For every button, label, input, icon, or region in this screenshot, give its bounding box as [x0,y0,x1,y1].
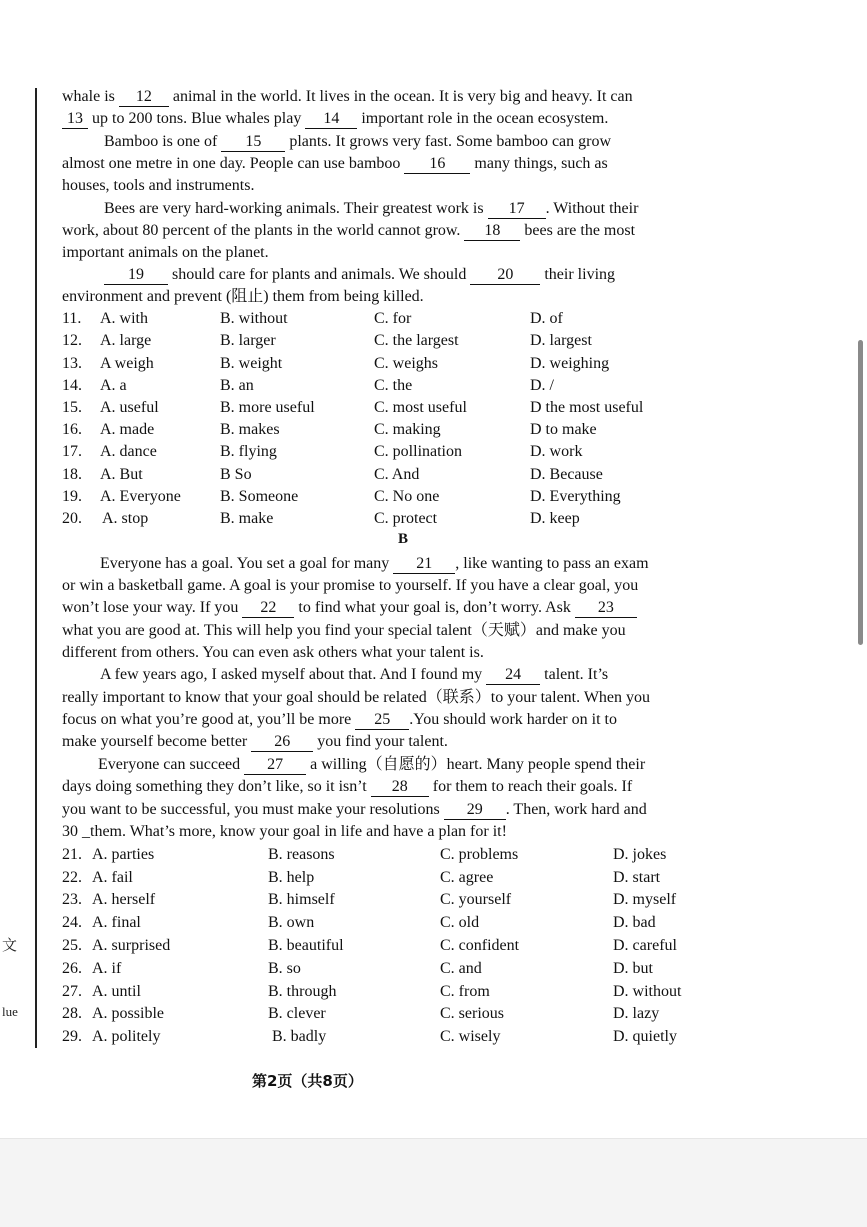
option-c[interactable]: C. No one [374,488,440,505]
option-a[interactable]: A. parties [92,846,155,863]
option-a[interactable]: A. if [92,960,122,977]
option-d[interactable]: D. Everything [530,488,621,505]
option-d[interactable]: D. of [530,310,563,327]
option-b[interactable]: B. reasons [268,846,335,863]
blank-18: 18 [464,222,520,241]
option-a[interactable]: A. useful [100,399,159,416]
option-a[interactable]: A. dance [100,443,157,460]
option-b[interactable]: B. an [220,377,254,394]
option-a[interactable]: A. stop [102,510,149,527]
option-d[interactable]: D. quietly [613,1028,677,1045]
option-b[interactable]: B. through [268,983,337,1000]
option-row-29: 29. A. politely B. badly C. wisely D. quietly [62,1026,742,1048]
option-c[interactable]: C. confident [440,937,520,954]
blank-13: 13 [62,110,88,129]
option-a[interactable]: A. Everyone [100,488,181,505]
passage-b-line-1: Everyone has a goal. You set a goal for many 21 , like wanting to pass an exam [100,555,649,572]
option-b[interactable]: B. clever [268,1005,326,1022]
blank-30: 30 [62,823,78,840]
option-a[interactable]: A. surprised [92,937,171,954]
option-c[interactable]: C. pollination [374,443,462,460]
passage-a-line-2: 13 up to 200 tons. Blue whales play 14 important role in the ocean ecosystem. [62,108,722,130]
option-b[interactable]: B. help [268,869,315,886]
option-c[interactable]: C. for [374,310,412,327]
passage-b-line-8: focus on what you’re good at, you’ll be more 25 .You should work harder on it to [62,711,617,728]
passage-a-line-4: almost one metre in one day. People can use bamboo 16 many things, such as [62,155,608,172]
option-a[interactable]: A. herself [92,891,156,908]
option-c[interactable]: C. protect [374,510,438,527]
option-c[interactable]: C. yourself [440,891,512,908]
blank-17: 17 [488,200,546,219]
blank-24: 24 [486,666,540,685]
option-d[interactable]: D. Because [530,466,603,483]
option-row-13: 13. A weigh B. weight C. weighs D. weighing [62,353,742,375]
option-c[interactable]: C. And [374,466,420,483]
option-a[interactable]: A. with [100,310,148,327]
option-b[interactable]: B. weight [220,355,283,372]
option-row-26: 26. A. if B. so C. and D. but [62,958,742,980]
side-mark-wen: 文 [2,938,18,954]
option-b[interactable]: B. himself [268,891,335,908]
option-b[interactable]: B So [220,466,252,483]
option-a[interactable]: A. But [100,466,143,483]
option-row-18: 18. A. But B So C. And D. Because [62,464,742,486]
blank-16: 16 [404,155,470,174]
option-c[interactable]: C. weighs [374,355,438,372]
option-d[interactable]: D. work [530,443,583,460]
passage-b-line-3: won’t lose your way. If you 22 to find what your goal is, don’t worry. Ask 23 [62,597,722,619]
passage-a-line-10: environment and prevent (阻止) them from being killed. [62,288,424,305]
option-d[interactable]: D. bad [613,914,656,931]
option-c[interactable]: C. wisely [440,1028,501,1045]
option-b[interactable]: B. Someone [220,488,299,505]
passage-a-line-6: Bees are very hard-working animals. Their greatest work is 17 . Without their [104,200,639,217]
option-row-23: 23. A. herself B. himself C. yourself D. myself [62,889,742,911]
option-d[interactable]: D. lazy [613,1005,660,1022]
blank-22: 22 [242,599,294,618]
option-c[interactable]: C. and [440,960,482,977]
passage-b-line-4: what you are good at. This will help you find your special talent（天赋）and make you [62,622,626,639]
section-b-label: B [398,531,409,547]
option-row-15: 15. A. useful B. more useful C. most useful D the most useful [62,397,742,419]
option-a[interactable]: A. fail [92,869,133,886]
passage-b-line-12: you want to be successful, you must make your resolutions 29 . Then, work hard and [62,801,647,818]
option-row-24: 24. A. final B. own C. old D. bad [62,912,742,934]
option-b[interactable]: B. so [268,960,301,977]
option-b[interactable]: B. make [220,510,274,527]
passage-b-line-11: days doing something they don’t like, so it isn’t 28 for them to reach their goals. If [62,778,633,795]
option-c[interactable]: C. old [440,914,480,931]
option-a[interactable]: A. politely [92,1028,161,1045]
option-row-11: 11. A. with B. without C. for D. of [62,308,742,330]
passage-a-line-9: 19 should care for plants and animals. We should 20 their living [104,264,764,286]
blank-28: 28 [371,778,429,797]
option-b[interactable]: B. beautiful [268,937,344,954]
option-d[interactable]: D. / [530,377,554,394]
option-d[interactable]: D. but [613,960,653,977]
blank-19: 19 [104,266,168,285]
option-d[interactable]: D. without [613,983,682,1000]
option-row-28: 28. A. possible B. clever C. serious D. lazy [62,1003,742,1025]
option-row-14: 14. A. a B. an C. the D. / [62,375,742,397]
passage-b-line-6: A few years ago, I asked myself about that. And I found my 24 talent. It’s [100,666,609,683]
blank-27: 27 [244,756,306,775]
passage-b-line-7: really important to know that your goal should be related（联系）to your talent. When you [62,689,651,706]
blank-20: 20 [470,266,540,285]
option-row-27: 27. A. until B. through C. from D. without [62,981,742,1003]
blank-15: 15 [221,133,285,152]
option-a[interactable]: A. possible [92,1005,164,1022]
option-a[interactable]: A. final [92,914,141,931]
option-c[interactable]: C. most useful [374,399,467,416]
option-b[interactable]: B. flying [220,443,277,460]
option-a[interactable]: A. until [92,983,141,1000]
blank-29: 29 [444,801,506,820]
option-d[interactable]: D. start [613,869,661,886]
option-d[interactable]: D. largest [530,332,592,349]
page-number: 第2页（共8页） [252,1072,363,1090]
passage-a-line-7: work, about 80 percent of the plants in the world cannot grow. 18 bees are the most [62,222,636,239]
blank-14: 14 [305,110,357,129]
option-row-20: 20. A. stop B. make C. protect D. keep [62,508,742,530]
passage-b-line-10: Everyone can succeed 27 a willing（自愿的）heart. Many people spend their [98,756,646,773]
option-row-17: 17. A. dance B. flying C. pollination D. work [62,441,742,463]
blank-21: 21 [393,555,455,574]
option-b[interactable]: B. more useful [220,399,315,416]
option-c[interactable]: C. the [374,377,413,394]
side-mark-lue: lue [2,1004,18,1019]
passage-b-line-9: make yourself become better 26 you find your talent. [62,733,448,750]
option-d[interactable]: D. careful [613,937,677,954]
option-c[interactable]: C. serious [440,1005,504,1022]
option-d[interactable]: D. myself [613,891,677,908]
option-d[interactable]: D. keep [530,510,580,527]
option-a[interactable]: A weigh [100,355,154,372]
option-row-16: 16. A. made B. makes C. making D to make [62,419,742,441]
blank-12: 12 [119,88,169,107]
option-c[interactable]: C. problems [440,846,519,863]
passage-a-line-5: houses, tools and instruments. [62,177,255,194]
option-b[interactable]: B. larger [220,332,276,349]
option-a[interactable]: A. a [100,377,127,394]
option-row-19: 19. A. Everyone B. Someone C. No one D. Everything [62,486,742,508]
passage-a-line-8: important animals on the planet. [62,244,269,261]
scrollbar[interactable] [858,340,863,645]
option-b[interactable]: B. own [268,914,315,931]
option-c[interactable]: C. the largest [374,332,459,349]
option-b[interactable]: B. badly [272,1028,327,1045]
option-c[interactable]: C. agree [440,869,494,886]
passage-a-line-1: whale is 12 animal in the world. It lives in the ocean. It is very big and heavy. It can [62,88,633,105]
option-row-22: 22. A. fail B. help C. agree D. start [62,867,742,889]
option-row-25: 25. A. surprised B. beautiful C. confident D. careful [62,935,742,957]
passage-b-line-5: different from others. You can even ask others what your talent is. [62,644,484,661]
option-row-12: 12. A. large B. larger C. the largest D. largest [62,330,742,352]
option-c[interactable]: C. making [374,421,441,438]
option-b[interactable]: B. without [220,310,288,327]
passage-b-line-13: 30 _them. What’s more, know your goal in life and have a plan for it! [62,823,507,840]
option-d[interactable]: D. jokes [613,846,667,863]
option-a[interactable]: A. made [100,421,155,438]
page-bottom-band [0,1138,867,1227]
passage-b-line-2: or win a basketball game. A goal is your promise to yourself. If you have a clear goal, you [62,577,639,594]
option-row-21: 21. A. parties B. reasons C. problems D. jokes [62,844,742,866]
option-b[interactable]: B. makes [220,421,280,438]
blank-26: 26 [251,733,313,752]
passage-a-line-3: Bamboo is one of 15 plants. It grows very fast. Some bamboo can grow [104,133,612,150]
blank-23: 23 [575,599,637,618]
option-d[interactable]: D the most useful [530,399,644,416]
option-d[interactable]: D. weighing [530,355,610,372]
option-d[interactable]: D to make [530,421,597,438]
blank-25: 25 [355,711,409,730]
option-c[interactable]: C. from [440,983,490,1000]
option-a[interactable]: A. large [100,332,152,349]
margin-line [35,88,37,1048]
